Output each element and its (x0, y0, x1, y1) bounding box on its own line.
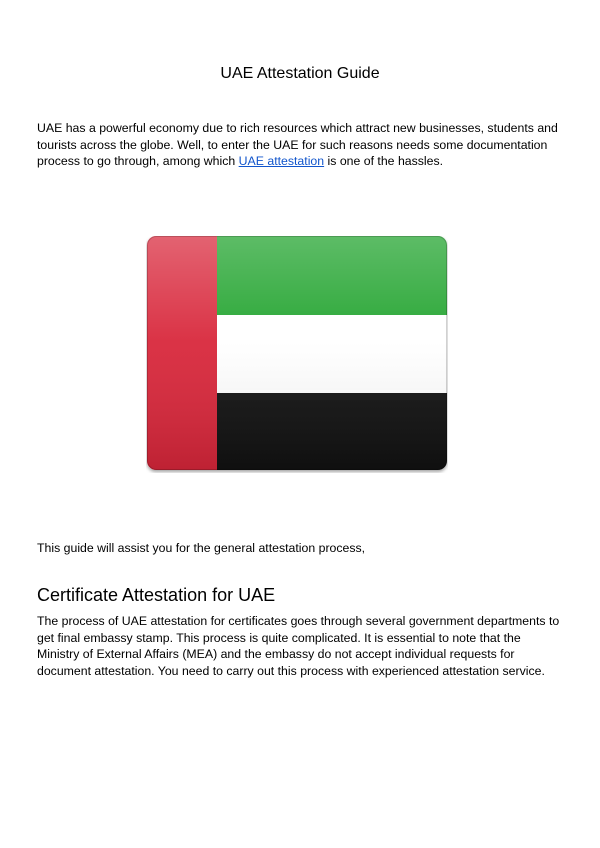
uae-flag-icon (146, 236, 448, 473)
section-heading: Certificate Attestation for UAE (37, 585, 276, 605)
intro-paragraph (37, 120, 565, 170)
uae-attestation-link[interactable]: UAE attestation (238, 154, 325, 168)
intro-text-before-link: UAE has a powerful economy due to rich resources which attract new businesses, students and tourists across the globe. Well, to enter the UAE for such reasons needs some documentation process to go through, among which (37, 121, 558, 168)
intro-text-after-link: is one of the hassles. (324, 154, 444, 168)
page-title: UAE Attestation Guide (220, 65, 380, 82)
section-body: The process of UAE attestation for certificates goes through several government departments to get final embassy stamp. This process is quite complicated. It is essential to note that the Ministry of External Affairs (MEA) and the embassy do not accept individual requests for document attestation. You need to carry out this process with experienced attestation service. (37, 614, 560, 678)
guide-line: This guide will assist you for the general attestation process, (37, 541, 366, 555)
